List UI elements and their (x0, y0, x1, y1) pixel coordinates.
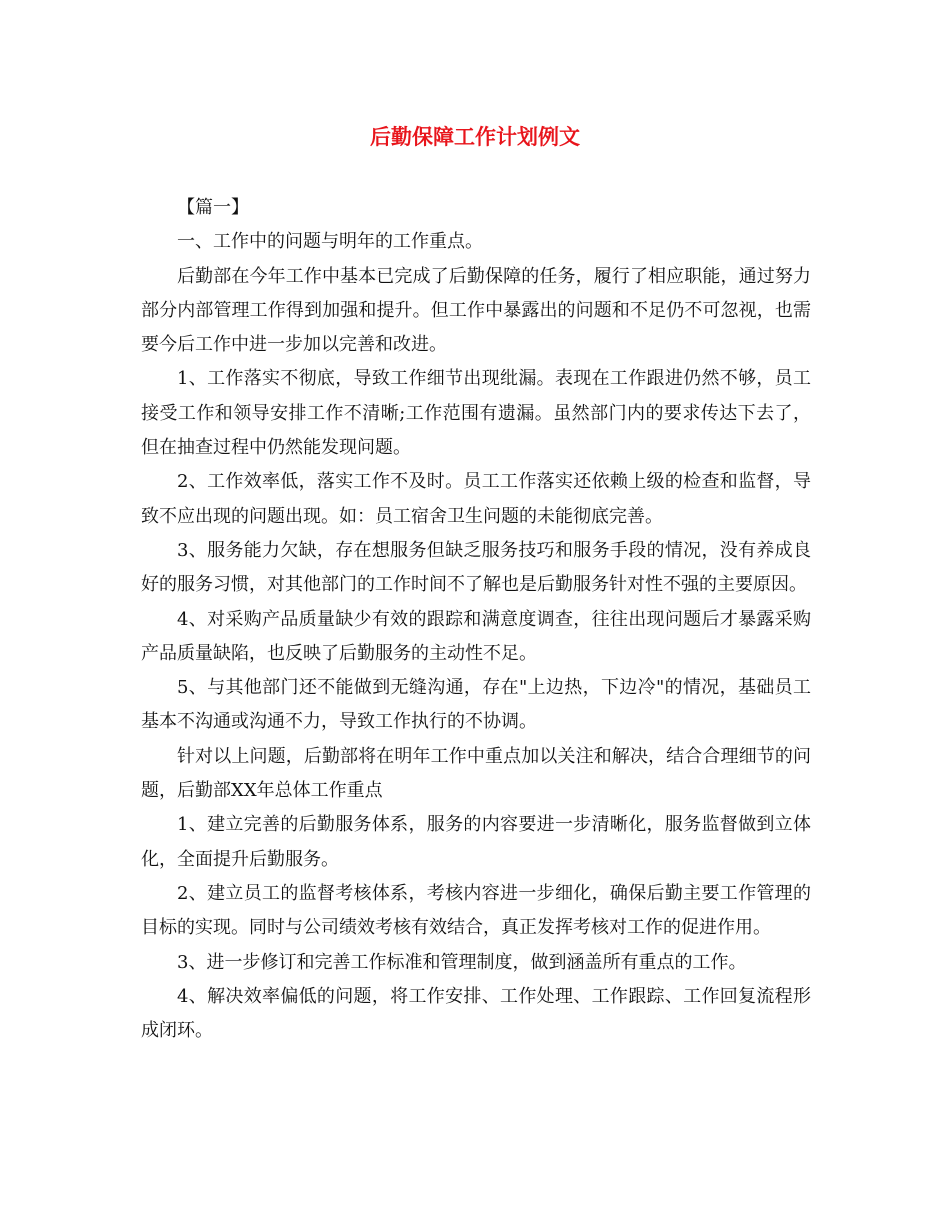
section-heading: 【篇一】 (177, 197, 249, 218)
paragraph: 3、服务能力欠缺，存在想服务但缺乏服务技巧和服务手段的情况，没有养成良好的服务习惯，对其他部门的工作时间不了解也是后勤服务针对性不强的主要原因。 (141, 539, 811, 596)
paragraph: 一、工作中的问题与明年的工作重点。 (177, 231, 483, 253)
paragraph: 1、工作落实不彻底，导致工作细节出现纰漏。表现在工作跟进仍然不够，员工接受工作和领导安排工作不清晰;工作范围有遗漏。虽然部门内的要求传达下去了，但在抽查过程中仍然能发现问题。 (141, 368, 811, 459)
paragraph: 4、解决效率偏低的问题，将工作安排、工作处理、工作跟踪、工作回复流程形成闭环。 (141, 985, 811, 1042)
paragraph: 2、建立员工的监督考核体系，考核内容进一步细化，确保后勤主要工作管理的目标的实现。同时与公司绩效考核有效结合，真正发挥考核对工作的促进作用。 (141, 882, 811, 939)
document-body (141, 191, 811, 1048)
paragraph: 4、对采购产品质量缺少有效的跟踪和满意度调查，往往出现问题后才暴露采购产品质量缺陷，也反映了后勤服务的主动性不足。 (141, 608, 811, 664)
paragraph: 1、建立完善的后勤服务体系，服务的内容要进一步清晰化，服务监督做到立体化，全面提升后勤服务。 (141, 814, 811, 870)
paragraph: 2、工作效率低，落实工作不及时。员工工作落实还依赖上级的检查和监督，导致不应出现的问题出现。如：员工宿舍卫生问题的未能彻底完善。 (141, 471, 811, 527)
paragraph: 后勤部在今年工作中基本已完成了后勤保障的任务，履行了相应职能，通过努力部分内部管理工作得到加强和提升。但工作中暴露出的问题和不足仍不可忽视，也需要今后工作中进一步加以完善和改进。 (141, 265, 811, 356)
paragraph: 针对以上问题，后勤部将在明年工作中重点加以关注和解决，结合合理细节的问题，后勤部XX年总体工作重点 (141, 745, 811, 802)
paragraph: 3、进一步修订和完善工作标准和管理制度，做到涵盖所有重点的工作。 (177, 951, 747, 973)
paragraph: 5、与其他部门还不能做到无缝沟通，存在"上边热，下边冷"的情况，基础员工基本不沟通或沟通不力，导致工作执行的不协调。 (141, 677, 811, 733)
document-title: 后勤保障工作计划例文 (370, 125, 580, 149)
